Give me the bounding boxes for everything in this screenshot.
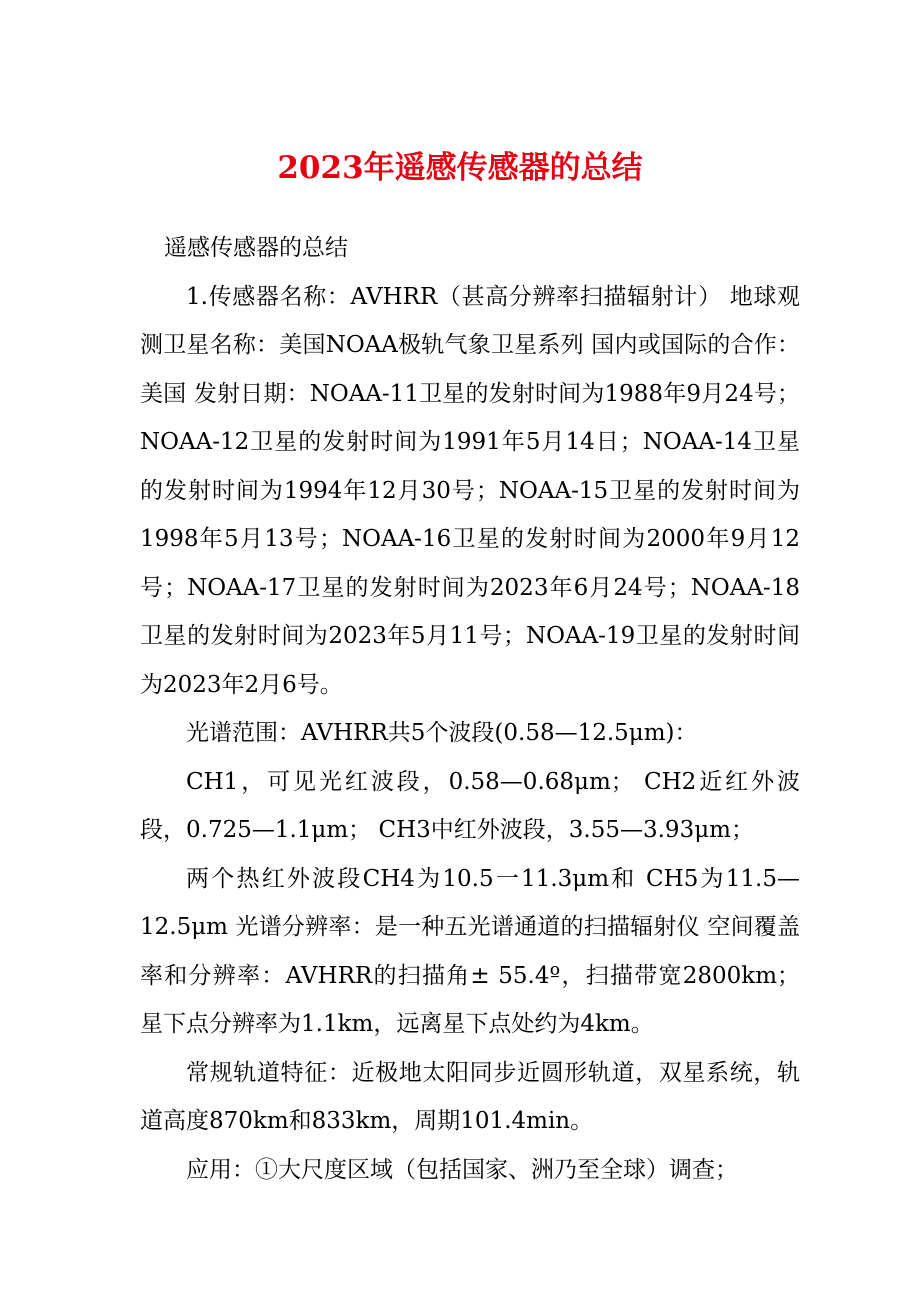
- paragraph-thermal-bands: 两个热红外波段CH4为10.5一11.3μm和 CH5为11.5—12.5μm 光谱分辨率：是一种五光谱通道的扫描辐射仪 空间覆盖率和分辨率：AVHRR的扫描角± 55.4º，扫描带宽2800km；星下点分辨率为1.1km，远离星下点处约为4km。: [140, 865, 800, 1037]
- document-subtitle: 遥感传感器的总结: [164, 235, 348, 261]
- document-title: 2023年遥感传感器的总结: [277, 150, 643, 186]
- paragraph-orbit: 常规轨道特征：近极地太阳同步近圆形轨道，双星系统，轨道高度870km和833km，周期101.4min。: [140, 1059, 800, 1134]
- document-body: [140, 224, 800, 1194]
- paragraph-channels: CH1，可见光红波段，0.58—0.68μm； CH2近红外波段，0.725—1.1μm； CH3中红外波段，3.55—3.93μm；: [140, 768, 800, 843]
- paragraph-spectral-range: 光谱范围：AVHRR共5个波段(0.58—12.5μm)：: [186, 720, 698, 746]
- paragraph-applications: 应用：①大尺度区域（包括国家、洲乃至全球）调查；: [186, 1156, 738, 1183]
- paragraph-sensor-info: 1.传感器名称：AVHRR（甚高分辨率扫描辐射计） 地球观测卫星名称：美国NOAA极轨气象卫星系列 国内或国际的合作：美国 发射日期：NOAA-11卫星的发射时间为1988年9月24号；NOAA-12卫星的发射时间为1991年5月14日；NOAA-14卫星的发射时间为1994年12月30号；NOAA-15卫星的发射时间为1998年5月13号；NOAA-16卫星的发射时间为2000年9月12号；NOAA-17卫星的发射时间为2023年6月24号；NOAA-18卫星的发射时间为2023年5月11号；NOAA-19卫星的发射时间为2023年2月6号。: [140, 283, 800, 698]
